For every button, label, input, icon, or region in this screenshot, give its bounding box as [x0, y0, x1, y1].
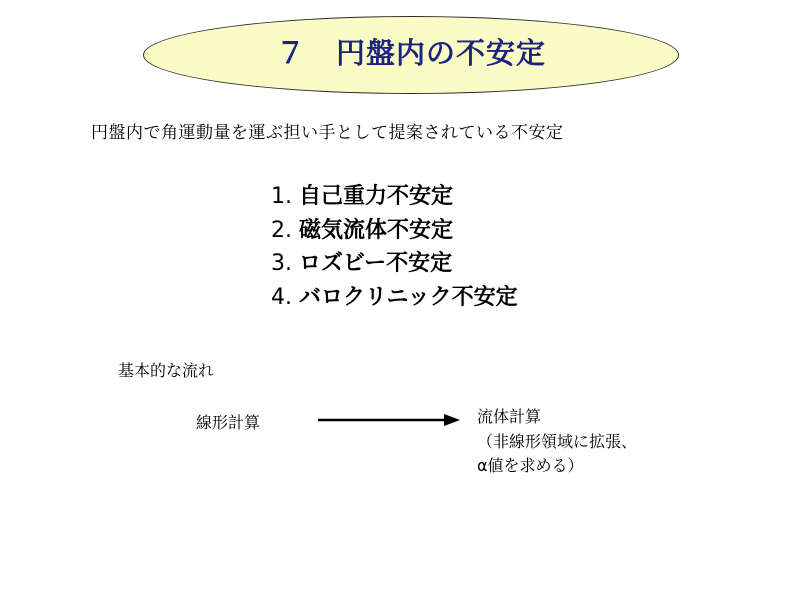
list-item-label: バロクリニック不安定 [299, 284, 518, 310]
list-item-rossby [271, 247, 518, 281]
flow-right-note-line2: α値を求める） [477, 456, 584, 475]
flow-left-label: 線形計算 [196, 413, 261, 432]
flow-heading: 基本的な流れ [118, 361, 215, 380]
list-item-number: 2. [271, 217, 292, 243]
flow-right-note-line1: （非線形領域に拡張、 [477, 431, 638, 451]
flow-right-title: 流体計算 [477, 407, 542, 426]
list-item-mhd [271, 214, 518, 248]
list-item-number: 3. [271, 251, 292, 276]
slide-subtitle: 円盤内で角運動量を運ぶ担い手として提案されている不安定 [91, 123, 564, 143]
list-item-number: 1. [271, 184, 292, 209]
list-item-self-gravity [271, 180, 518, 214]
list-item-label: 自己重力不安定 [299, 184, 454, 209]
list-item-baroclinic [271, 281, 518, 315]
instability-list [271, 180, 518, 314]
flow-right-block [477, 405, 637, 479]
list-item-number: 4. [271, 284, 292, 310]
list-item-label: ロズビー不安定 [299, 251, 453, 276]
flow-arrow-icon [318, 410, 460, 430]
list-item-label: 磁気流体不安定 [299, 217, 454, 243]
slide-title: ７ 円盤内の不安定 [275, 35, 546, 70]
title-ellipse [143, 16, 679, 94]
